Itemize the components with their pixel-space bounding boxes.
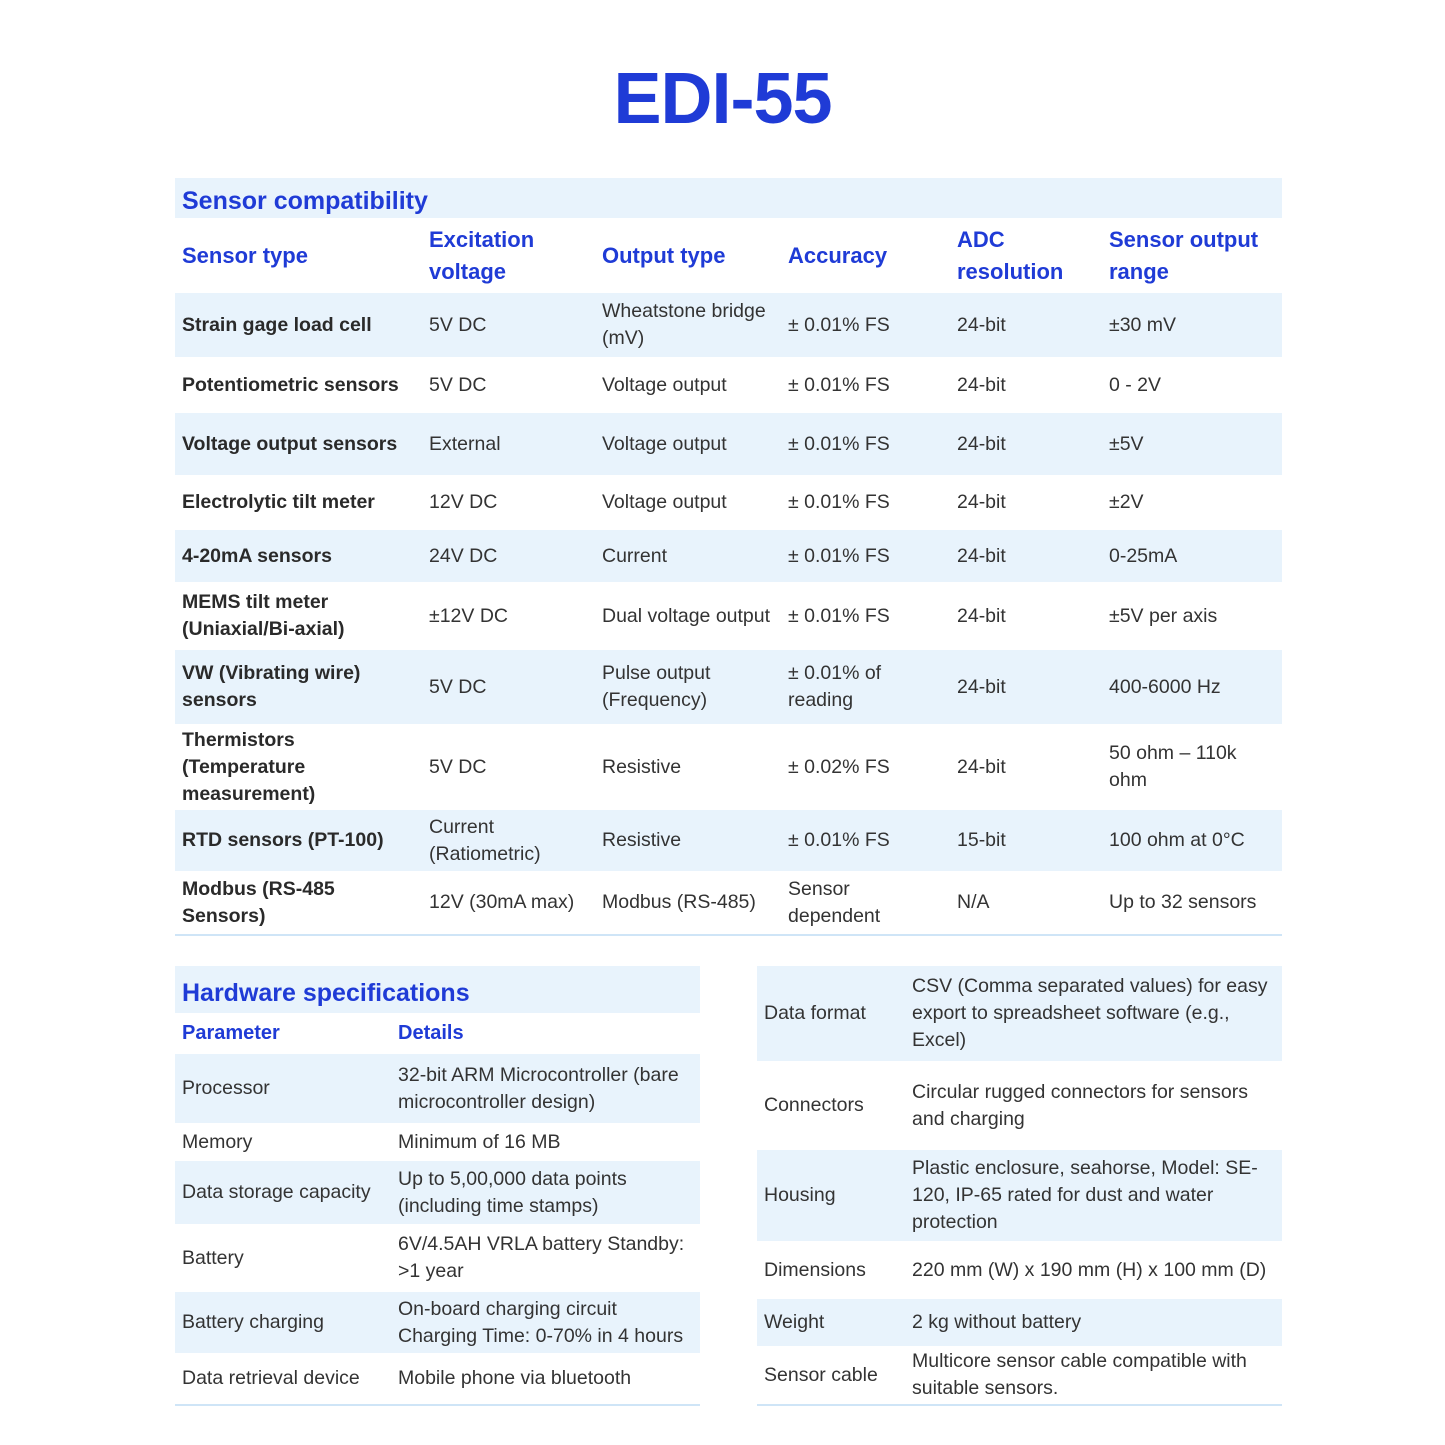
excitation-cell: 5V DC: [429, 373, 487, 396]
header-sensor-output-range: Sensor output range: [1109, 226, 1259, 284]
details-cell: Up to 5,00,000 data points (including time stamps): [391, 1161, 700, 1224]
adc-cell: 24-bit: [950, 530, 1102, 582]
range-cell: ±30 mV: [1102, 293, 1282, 357]
details-cell: 2 kg without battery: [905, 1299, 1282, 1346]
sensor-compatibility-table: [175, 178, 1282, 936]
details-cell: 6V/4.5AH VRLA battery Standby: >1 year: [398, 1233, 685, 1282]
excitation-cell: 12V (30mA max): [429, 891, 575, 913]
accuracy-cell: ± 0.01% FS: [788, 491, 890, 513]
table-row: [175, 293, 1282, 357]
adc-cell: N/A: [957, 891, 990, 913]
output-type-cell: Voltage output: [595, 413, 781, 475]
table-header-row: [175, 218, 1282, 293]
range-cell: ±2V: [1109, 491, 1144, 513]
excitation-cell: 5V DC: [422, 650, 595, 724]
range-cell: 100 ohm at 0°C: [1102, 810, 1282, 871]
table-row: [175, 475, 1282, 530]
parameter-cell: Battery charging: [175, 1292, 391, 1353]
range-cell: 400-6000 Hz: [1102, 650, 1282, 724]
hardware-specifications-title: Hardware specifications: [175, 966, 700, 1013]
accuracy-cell: ± 0.01% FS: [781, 413, 950, 475]
output-type-cell: Modbus (RS-485): [602, 891, 756, 913]
accuracy-cell: ± 0.01% FS: [781, 810, 950, 871]
excitation-cell: 5V DC: [422, 293, 595, 357]
table-row: [175, 582, 1282, 650]
header-excitation-voltage: Excitation voltage: [429, 226, 535, 284]
details-cell: Mobile phone via bluetooth: [398, 1367, 632, 1389]
table-row: [175, 1224, 700, 1292]
output-type-cell: Voltage output: [602, 373, 727, 396]
parameter-cell: Connectors: [764, 1094, 864, 1116]
table-row: [175, 1292, 700, 1353]
output-type-cell: Resistive: [595, 810, 781, 871]
accuracy-cell: ± 0.01% FS: [788, 604, 890, 627]
range-cell: 50 ohm – 110k ohm: [1109, 742, 1237, 791]
excitation-cell: Current (Ratiometric): [422, 810, 595, 871]
parameter-cell: Memory: [182, 1130, 253, 1153]
accuracy-cell: ± 0.01% of reading: [781, 650, 950, 724]
sensor-type-cell: Electrolytic tilt meter: [182, 491, 375, 513]
range-cell: ±5V: [1102, 413, 1282, 475]
table-row: [175, 810, 1282, 871]
sensor-type-cell: Voltage output sensors: [175, 413, 422, 475]
parameter-cell: Dimensions: [764, 1258, 866, 1281]
sensor-type-cell: Modbus (RS-485 Sensors): [182, 877, 335, 927]
hardware-specifications-table: [175, 966, 700, 1406]
parameter-cell: Data storage capacity: [175, 1161, 391, 1224]
details-cell: Plastic enclosure, seahorse, Model: SE-120, IP-65 rated for dust and water protection: [905, 1150, 1282, 1241]
range-cell: 0 - 2V: [1109, 373, 1162, 396]
accuracy-cell: Sensor dependent: [788, 877, 881, 927]
output-type-cell: Resistive: [602, 755, 682, 778]
range-cell: ±5V per axis: [1109, 604, 1218, 627]
sensor-type-cell: MEMS tilt meter (Uniaxial/Bi-axial): [182, 591, 345, 640]
sensor-type-cell: RTD sensors (PT-100): [175, 810, 422, 871]
range-cell: 0-25mA: [1102, 530, 1282, 582]
excitation-cell: 5V DC: [429, 755, 487, 778]
parameter-cell: Data format: [757, 966, 905, 1061]
table-row: [757, 966, 1282, 1061]
parameter-cell: Sensor cable: [764, 1363, 878, 1386]
table-row: [175, 1353, 700, 1404]
adc-cell: 15-bit: [950, 810, 1102, 871]
header-parameter: Parameter: [182, 1022, 280, 1044]
accuracy-cell: ± 0.01% FS: [781, 530, 950, 582]
excitation-cell: 24V DC: [422, 530, 595, 582]
header-accuracy: Accuracy: [788, 242, 888, 268]
adc-cell: 24-bit: [950, 293, 1102, 357]
parameter-cell: Processor: [175, 1054, 391, 1123]
output-type-cell: Wheatstone bridge (mV): [595, 293, 781, 357]
excitation-cell: ±12V DC: [429, 604, 508, 627]
adc-cell: 24-bit: [950, 413, 1102, 475]
parameter-cell: Battery: [182, 1246, 244, 1269]
adc-cell: 24-bit: [957, 491, 1006, 513]
table-row: [757, 1346, 1282, 1404]
adc-cell: 24-bit: [957, 373, 1006, 396]
adc-cell: 24-bit: [957, 604, 1006, 627]
accuracy-cell: ± 0.01% FS: [781, 293, 950, 357]
parameter-cell: Data retrieval device: [182, 1367, 360, 1389]
details-cell: Multicore sensor cable compatible with suitable sensors.: [912, 1350, 1247, 1399]
range-cell: Up to 32 sensors: [1109, 891, 1257, 913]
sensor-type-cell: Potentiometric sensors: [182, 373, 399, 396]
details-cell: Circular rugged connectors for sensors and charging: [912, 1080, 1248, 1130]
details-cell: CSV (Comma separated values) for easy export to spreadsheet software (e.g., Excel): [905, 966, 1282, 1061]
output-type-cell: Voltage output: [602, 491, 727, 513]
table-row: [175, 413, 1282, 475]
header-adc-resolution: ADC resolution: [957, 226, 1064, 284]
adc-cell: 24-bit: [950, 650, 1102, 724]
table-row: [757, 1150, 1282, 1241]
adc-cell: 24-bit: [957, 755, 1006, 778]
additional-specifications-table: [757, 966, 1282, 1406]
parameter-cell: Weight: [757, 1299, 905, 1346]
details-cell: Minimum of 16 MB: [398, 1130, 561, 1153]
table-row: [175, 1123, 700, 1161]
table-row: [175, 1161, 700, 1224]
sensor-type-cell: VW (Vibrating wire) sensors: [175, 650, 422, 724]
table-row: [757, 1241, 1282, 1299]
table-header-row: [175, 1013, 700, 1054]
sensor-compatibility-title: Sensor compatibility: [175, 178, 1282, 218]
output-type-cell: Dual voltage output: [602, 604, 771, 627]
details-cell: 220 mm (W) x 190 mm (H) x 100 mm (D): [912, 1258, 1267, 1281]
page-title: EDI-55: [613, 59, 832, 139]
output-type-cell: Pulse output (Frequency): [595, 650, 781, 724]
details-cell: 32-bit ARM Microcontroller (bare microcontroller design): [391, 1054, 700, 1123]
excitation-cell: 12V DC: [429, 491, 498, 513]
accuracy-cell: ± 0.01% FS: [788, 373, 890, 396]
output-type-cell: Current: [595, 530, 781, 582]
table-row: [175, 871, 1282, 934]
sensor-type-cell: Thermistors (Temperature measurement): [182, 728, 316, 805]
header-sensor-type: Sensor type: [182, 242, 308, 268]
sensor-type-cell: 4-20mA sensors: [175, 530, 422, 582]
table-row: [757, 1299, 1282, 1346]
table-row: [175, 530, 1282, 582]
table-row: [175, 357, 1282, 413]
table-row: [175, 724, 1282, 810]
header-details: Details: [398, 1022, 464, 1044]
details-cell: On-board charging circuit Charging Time: 0-70% in 4 hours: [391, 1292, 700, 1353]
table-row: [175, 1054, 700, 1123]
table-row: [175, 650, 1282, 724]
header-output-type: Output type: [602, 242, 726, 268]
parameter-cell: Housing: [757, 1150, 905, 1241]
table-row: [757, 1061, 1282, 1150]
sensor-type-cell: Strain gage load cell: [175, 293, 422, 357]
excitation-cell: External: [422, 413, 595, 475]
accuracy-cell: ± 0.02% FS: [788, 755, 890, 778]
